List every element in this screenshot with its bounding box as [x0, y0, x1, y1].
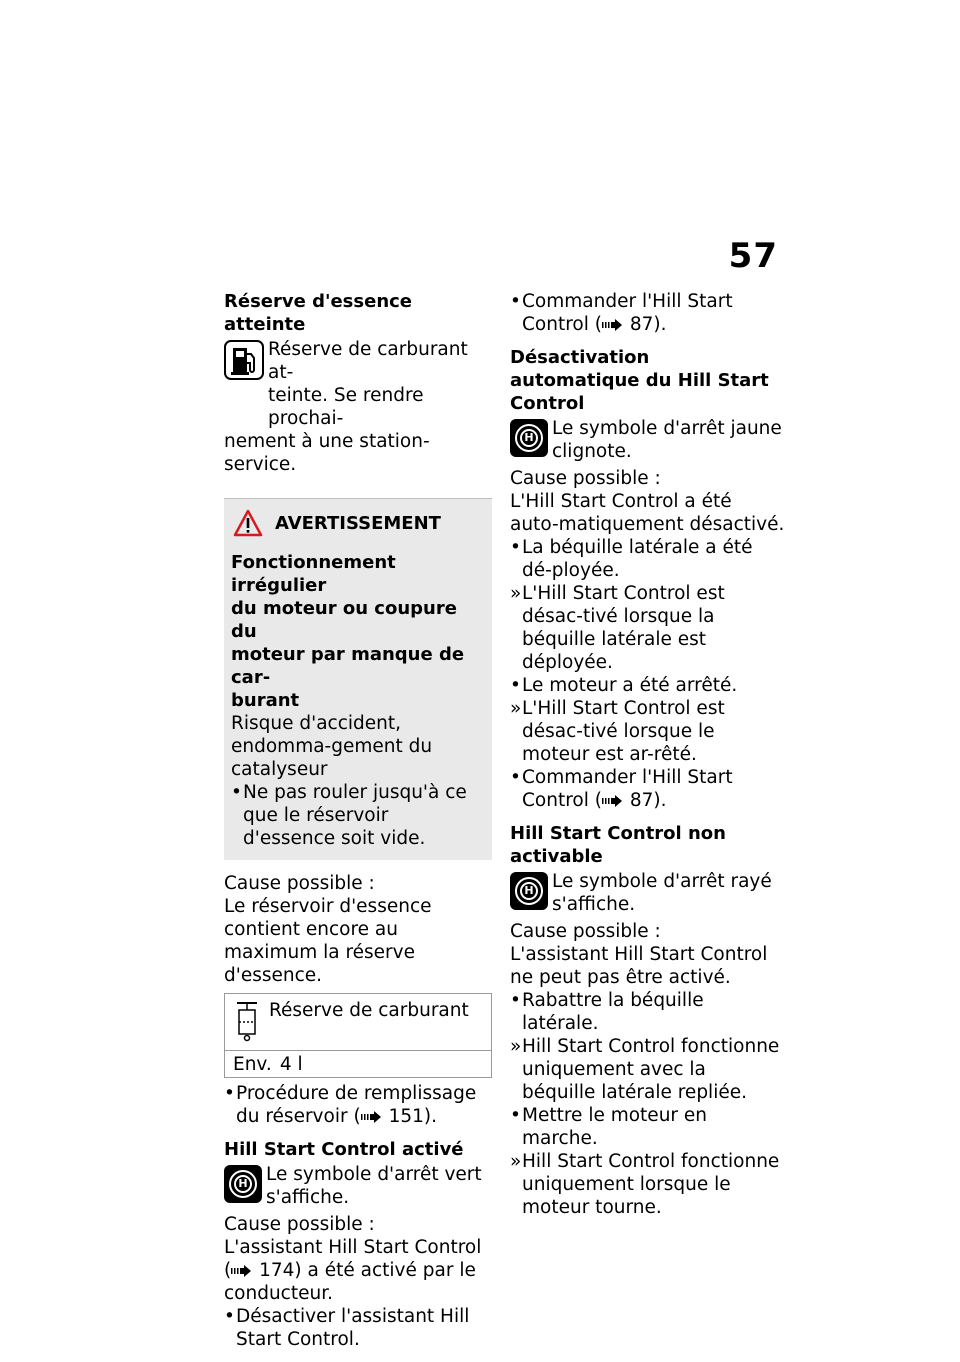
non-activable-result-2: » Hill Start Control fonctionne uniquement lorsque le moteur tourne.	[510, 1150, 785, 1219]
reference-arrow-icon	[602, 795, 624, 807]
top-bullet-end: ).	[653, 314, 667, 335]
right-column	[510, 290, 785, 1219]
hsc-active-line	[224, 1163, 492, 1209]
non-activable-text-2: s'affiche.	[552, 894, 636, 915]
warning-bullet: • Ne pas rouler jusqu'à ce que le réservoir d'essence soit vide.	[231, 781, 484, 850]
warning-title	[231, 509, 484, 537]
auto-deactivation-heading: Désactivation automatique du Hill Start Control	[510, 347, 769, 414]
auto-bullet-3-text: Commander l'Hill Start Control (	[522, 767, 733, 811]
auto-text-2: clignote.	[552, 441, 632, 462]
hsc-active-bullet: • Désactiver l'assistant Hill Start Control.	[224, 1305, 492, 1351]
warning-heading-line: Fonctionnement irrégulier	[231, 552, 396, 596]
auto-deactivation-line	[510, 417, 785, 463]
hsc-active-cause-text: L'assistant Hill Start Control ( 174) a été activé par le conducteur.	[224, 1237, 482, 1304]
auto-result-2: » L'Hill Start Control est désac-tivé lorsque le moteur est ar-rêté.	[510, 697, 785, 766]
warning-triangle-icon	[233, 509, 263, 537]
procedure-ref: 151	[388, 1106, 424, 1127]
fuel-reserve-section	[224, 290, 492, 476]
auto-bullet-3-end: ).	[653, 790, 667, 811]
non-activable-line	[510, 870, 785, 916]
warning-label: AVERTISSEMENT	[275, 512, 441, 534]
warning-heading-line: moteur par manque de car-	[231, 644, 465, 688]
auto-cause-label: Cause possible :	[510, 468, 661, 489]
hsc-active-section	[224, 1138, 492, 1351]
spec-table	[224, 993, 492, 1078]
hsc-active-text-2: s'affiche.	[266, 1187, 350, 1208]
reference-arrow-icon	[602, 319, 624, 331]
hsc-active-text-1: Le symbole d'arrêt vert	[266, 1164, 482, 1185]
procedure-bullet	[224, 1082, 492, 1128]
reference-arrow-icon	[361, 1111, 383, 1123]
non-activable-cause-text: L'assistant Hill Start Control ne peut pas être activé.	[510, 944, 768, 988]
top-bullet-text: Commander l'Hill Start Control (	[522, 291, 733, 335]
fuel-reserve-line	[224, 338, 492, 430]
hsc-active-heading: Hill Start Control activé	[224, 1139, 464, 1160]
auto-bullet-3-ref: 87	[629, 790, 654, 811]
warning-heading-line: du moteur ou coupure du	[231, 598, 457, 642]
spec-label: Réserve de carburant	[269, 1000, 469, 1021]
non-activable-bullet-2: • Mettre le moteur en marche.	[510, 1104, 785, 1150]
non-activable-bullet-1: • Rabattre la béquille latérale.	[510, 989, 785, 1035]
hsc-active-cause-label: Cause possible :	[224, 1214, 375, 1235]
warning-heading	[231, 551, 484, 712]
reference-arrow-icon	[231, 1265, 253, 1277]
cause-text: Le réservoir d'essence contient encore au maximum la réserve d'essence.	[224, 896, 432, 986]
auto-bullet-2: • Le moteur a été arrêté.	[510, 674, 785, 697]
auto-bullet-3	[510, 766, 785, 812]
cause-label: Cause possible :	[224, 873, 375, 894]
auto-cause-text: L'Hill Start Control a été auto-matiquement désactivé.	[510, 491, 785, 535]
auto-bullet-1: • La béquille latérale a été dé-ployée.	[510, 536, 785, 582]
spec-row-header	[225, 994, 491, 1051]
hill-hold-icon: H	[224, 1165, 262, 1203]
left-column	[224, 290, 492, 1351]
non-activable-result-1: » Hill Start Control fonctionne uniquement avec la béquille latérale repliée.	[510, 1035, 785, 1104]
spec-row-value	[225, 1051, 491, 1077]
top-bullet	[510, 290, 785, 336]
warning-heading-line: burant	[231, 690, 300, 711]
hill-hold-icon: H	[510, 419, 548, 457]
hsc-active-cause-ref: 174	[259, 1260, 295, 1281]
fuel-gauge-icon	[225, 994, 269, 1050]
spec-value: 4 l	[279, 1054, 303, 1075]
procedure-end: ).	[423, 1106, 437, 1127]
spec-prefix: Env.	[233, 1054, 272, 1075]
fuel-pump-icon	[224, 340, 264, 386]
auto-deactivation-section	[510, 346, 785, 812]
top-bullet-ref: 87	[629, 314, 654, 335]
auto-result-1: » L'Hill Start Control est désac-tivé lorsque la béquille latérale est déployée.	[510, 582, 785, 674]
non-activable-text-1: Le symbole d'arrêt rayé	[552, 871, 772, 892]
hsc-active-cause-line-1: L'assistant Hill Start Control	[224, 1237, 482, 1258]
non-activable-section	[510, 822, 785, 1219]
hsc-active-cause-line-2: ) a été activé par le conducteur.	[224, 1260, 476, 1304]
fuel-reserve-text-2: teinte. Se rendre prochai-	[268, 385, 424, 429]
fuel-reserve-heading: Réserve d'essence atteinte	[224, 291, 413, 335]
procedure-text: Procédure de remplissage du réservoir (	[236, 1083, 477, 1127]
hill-hold-icon: H	[510, 872, 548, 910]
warning-risk: Risque d'accident, endomma-gement du catalyseur	[231, 713, 433, 780]
fuel-reserve-text-3: nement à une station-service.	[224, 431, 430, 475]
auto-text-1: Le symbole d'arrêt jaune	[552, 418, 782, 439]
fuel-reserve-text-1: Réserve de carburant at-	[268, 339, 468, 383]
non-activable-heading: Hill Start Control non activable	[510, 823, 726, 867]
warning-box	[224, 498, 492, 860]
page-number: 57	[728, 236, 778, 276]
non-activable-cause-label: Cause possible :	[510, 921, 661, 942]
